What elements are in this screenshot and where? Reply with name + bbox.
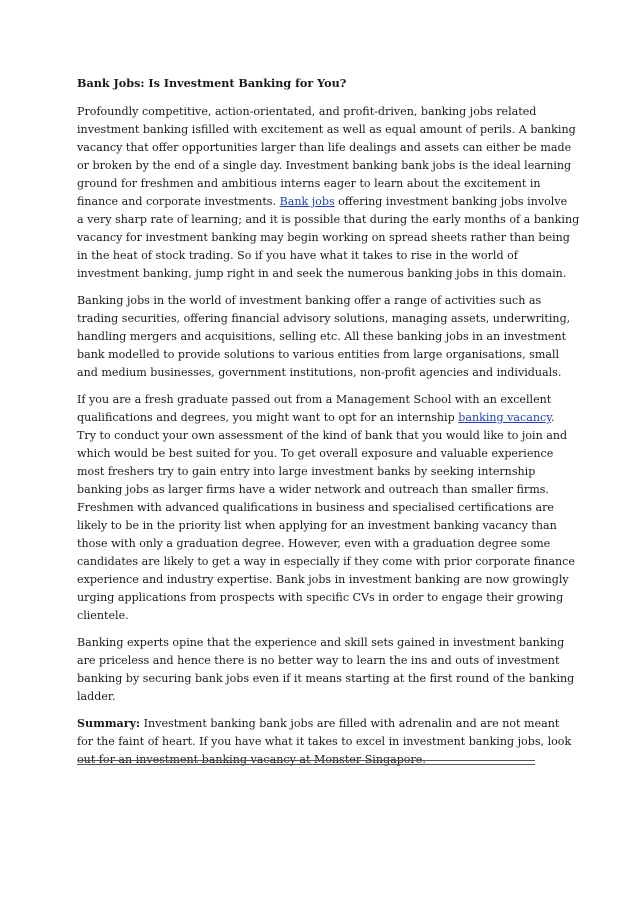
text-line: a very sharp rate of learning; and it is possible that during the early months of a banking (77, 213, 580, 226)
paragraph-intro (77, 103, 580, 283)
text-line: trading securities, offering financial advisory solutions, managing assets, underwriting, (77, 312, 571, 325)
text-segment: offering investment banking jobs involve (334, 195, 568, 208)
text-line: experience and industry expertise. Bank jobs in investment banking are now growingly (77, 573, 569, 586)
document-body (77, 74, 580, 778)
paragraph-activities (77, 292, 571, 382)
text-line: most freshers try to gain entry into large investment banks by seeking internship (77, 465, 536, 478)
text-line: vacancy that offer opportunities larger than life dealings and assets can either be made (77, 141, 572, 154)
text-line: likely to be in the priority list when applying for an investment banking vacancy than (77, 519, 557, 532)
text-segment: . (551, 411, 555, 424)
text-line: urging applications from prospects with specific CVs in order to engage their growing (77, 591, 564, 604)
banking-vacancy-link[interactable]: banking vacancy (458, 411, 551, 424)
text-line: investment banking, jump right in and seek the numerous banking jobs in this domain. (77, 267, 567, 280)
text-line (77, 409, 555, 427)
text-line: banking jobs as larger firms have a wider network and outreach than smaller firms. (77, 483, 549, 496)
text-segment: Investment banking bank jobs are filled with adrenalin and are not meant (140, 717, 560, 730)
text-line: out for an investment banking vacancy at Monster Singapore. (77, 753, 426, 766)
summary-label: Summary: (77, 717, 141, 730)
text-line: and medium businesses, government institutions, non-profit agencies and individuals. (77, 366, 562, 379)
text-line: ground for freshmen and ambitious interns eager to learn about the excitement in (77, 177, 541, 190)
text-line: Freshmen with advanced qualifications in business and specialised certifications are (77, 501, 554, 514)
text-line: If you are a fresh graduate passed out from a Management School with an excellent (77, 393, 552, 406)
text-line: Profoundly competitive, action-orientated, and profit-driven, banking jobs related (77, 105, 537, 118)
double-rule-divider (77, 760, 535, 765)
text-line: which would be best suited for you. To get overall exposure and valuable experience (77, 447, 554, 460)
text-line: handling mergers and acquisitions, selling etc. All these banking jobs in an investment (77, 330, 567, 343)
text-line: Try to conduct your own assessment of the kind of bank that you would like to join and (77, 429, 568, 442)
text-line: banking by securing bank jobs even if it means starting at the first round of the banking (77, 672, 575, 685)
text-line: Banking jobs in the world of investment banking offer a range of activities such as (77, 294, 542, 307)
text-line: are priceless and hence there is no better way to learn the ins and outs of investment (77, 654, 560, 667)
paragraph-experts (77, 634, 575, 706)
text-line: for the faint of heart. If you have what it takes to excel in investment banking jobs, look (77, 735, 572, 748)
text-line: ladder. (77, 690, 116, 703)
text-line: vacancy for investment banking may begin working on spread sheets rather than being (77, 231, 570, 244)
text-segment: finance and corporate investments. (77, 195, 280, 208)
text-line: bank modelled to provide solutions to various entities from large organisations, small (77, 348, 560, 361)
text-line: those with only a graduation degree. However, even with a graduation degree some (77, 537, 551, 550)
text-line (77, 193, 568, 211)
text-line: or broken by the end of a single day. Investment banking bank jobs is the ideal learning (77, 159, 572, 172)
paragraph-graduates (77, 391, 575, 625)
text-line: clientele. (77, 609, 129, 622)
text-line: Banking experts opine that the experience and skill sets gained in investment banking (77, 636, 565, 649)
text-line: in the heat of stock trading. So if you have what it takes to rise in the world of (77, 249, 518, 262)
document-title: Bank Jobs: Is Investment Banking for You? (77, 76, 347, 90)
bank-jobs-link[interactable]: Bank jobs (279, 195, 335, 208)
text-segment: qualifications and degrees, you might want to opt for an internship (77, 411, 459, 424)
text-line: candidates are likely to get a way in especially if they come with prior corporate finance (77, 555, 575, 568)
text-line: investment banking isfilled with excitement as well as equal amount of perils. A banking (77, 123, 576, 136)
text-line (77, 715, 560, 733)
